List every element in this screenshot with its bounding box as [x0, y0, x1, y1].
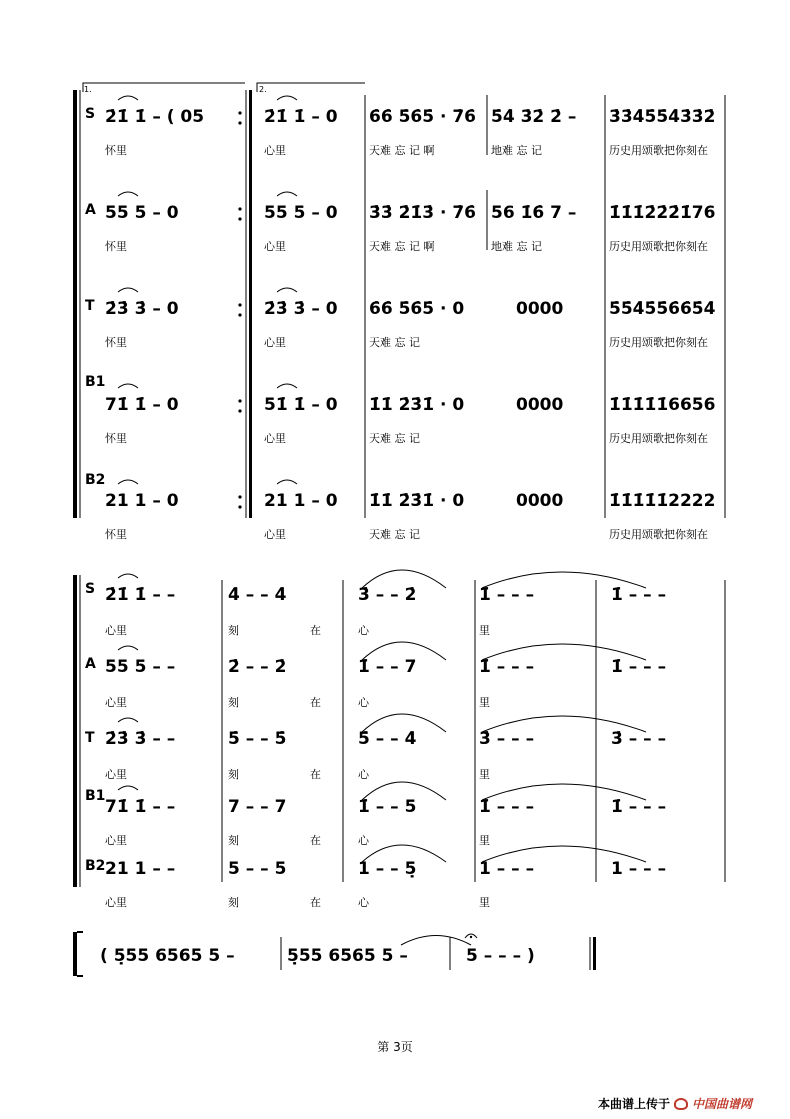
sys2-a-lyric-3: 在 [310, 696, 321, 709]
b2-lyric-5: 历史用颂歌把你刻在 [609, 528, 708, 541]
a-lyric-2: 心里 [264, 240, 286, 253]
b2-measure-1: 21 1 – 0 [105, 491, 179, 511]
t-measure-3: 6̇6̇ 5̇6̇5̇ · 0 [369, 299, 465, 319]
b1-lyric-3: 天难 忘 记 [369, 432, 420, 445]
sys2-s-lyric-4: 心 [358, 624, 369, 637]
volta-2-label: 2. [259, 85, 267, 94]
sys2-voice-label-alto: A [85, 656, 96, 672]
slur [118, 786, 138, 790]
s-lyric-2: 心里 [264, 144, 286, 157]
sys2-a-lyric-4: 心 [358, 696, 369, 709]
repeat-dot [238, 303, 241, 306]
repeat-dot [238, 207, 241, 210]
s-measure-5: 3̇3̇4̇5̇5̇4̇3̇3̇2̇ [609, 107, 716, 127]
a-lyric-4: 地难 忘 记 [491, 240, 542, 253]
sys2-t-lyric-1: 心里 [105, 768, 127, 781]
sys2-b1-lyric-1: 心里 [105, 834, 127, 847]
sys2-b2-lyric-2: 刻 [228, 896, 239, 909]
sys2-b2-m5: 1 – – – [611, 859, 667, 879]
sys2-s-m4: 1̇ – – – [479, 585, 535, 605]
slur [118, 384, 138, 388]
t-measure-4: 0000 [516, 299, 564, 319]
voice-label-tenor: T [85, 298, 95, 314]
repeat-dot [238, 121, 241, 124]
a-lyric-3: 天难 忘 记 啊 [369, 240, 435, 253]
sys2-b2-m4: 1 – – – [479, 859, 535, 879]
sys2-b1-m4: 1̇ – – – [479, 797, 535, 817]
sys2-s-lyric-3: 在 [310, 624, 321, 637]
slur [277, 96, 297, 100]
s-lyric-4: 地难 忘 记 [491, 144, 542, 157]
voice-label-alto: A [85, 202, 96, 218]
fermata-dot [470, 936, 472, 938]
t-measure-1: 2̇3̇ 3̇ – 0 [105, 299, 179, 319]
sys2-b2-m2: 5 – – 5 [228, 859, 287, 879]
t-lyric-1: 怀里 [105, 336, 127, 349]
a-lyric-5: 历史用颂歌把你刻在 [609, 240, 708, 253]
a-lyric-1: 怀里 [105, 240, 127, 253]
b1-measure-1: 71̇ 1̇ – 0 [105, 395, 179, 415]
sys2-b1-m2: 7 – – 7 [228, 797, 287, 817]
sys2-a-lyric-5: 里 [479, 696, 490, 709]
sys2-t-lyric-4: 心 [358, 768, 369, 781]
t-lyric-5: 历史用颂歌把你刻在 [609, 336, 708, 349]
t-lyric-3: 天难 忘 记 [369, 336, 420, 349]
system-2 [73, 570, 725, 909]
slur [118, 288, 138, 292]
b2-lyric-3: 天难 忘 记 [369, 528, 420, 541]
sys2-s-lyric-2: 刻 [228, 624, 239, 637]
sys2-s-m1: 2̇1̇ 1̇ – – [105, 585, 176, 605]
t-measure-5: 5̇5̇4̇5̇5̇6̇6̇5̇4̇ [609, 299, 716, 319]
sys2-b1-m3: 1̇ – – 5 [358, 797, 417, 817]
system3-bracket-hooks [77, 932, 83, 976]
s-lyric-5: 历史用颂歌把你刻在 [609, 144, 708, 157]
interlude-measure-3: 5 – – – ) [466, 946, 535, 966]
b1-measure-2: 51̇ 1̇ – 0 [264, 395, 338, 415]
sys2-b1-m1: 71̇ 1̇ – – [105, 797, 176, 817]
b2-measure-2: 21 1 – 0 [264, 491, 338, 511]
voice-label-soprano: S [85, 106, 96, 122]
s-measure-3: 6̇6̇ 5̇6̇5̇ · 7̇6̇ [369, 107, 477, 127]
sys2-t-m2: 5̇ – – 5̇ [228, 729, 287, 749]
a-measure-3: 3̇3̇ 2̇1̇3̇ · 7̇6̇ [369, 203, 477, 223]
slur [118, 96, 138, 100]
sys2-voice-label-soprano: S [85, 581, 96, 597]
sys2-a-m3: 1̇ – – 7 [358, 657, 417, 677]
sys2-voice-label-tenor: T [85, 730, 95, 746]
slur [118, 646, 138, 650]
b2-measure-4: 0000 [516, 491, 564, 511]
volta-2-bracket [257, 83, 365, 92]
sys2-b1-lyric-2: 刻 [228, 834, 239, 847]
sys2-a-m1: 55 5 – – [105, 657, 176, 677]
sys2-b2-lyric-5: 里 [479, 896, 490, 909]
sys2-b2-lyric-4: 心 [358, 896, 369, 909]
sys2-a-lyric-1: 心里 [105, 696, 127, 709]
sys2-b2-lyric-3: 在 [310, 896, 321, 909]
sys2-s-m5: 1̇ – – – [611, 585, 667, 605]
sys2-a-m5: 1̇ – – – [611, 657, 667, 677]
repeat-dot [238, 111, 241, 114]
sys2-t-lyric-3: 在 [310, 768, 321, 781]
slur [118, 718, 138, 722]
b2-lyric-1: 怀里 [105, 528, 127, 541]
volta-1-bracket [83, 83, 245, 92]
sys2-s-lyric-1: 心里 [105, 624, 127, 637]
slur [118, 574, 138, 578]
sys2-a-lyric-2: 刻 [228, 696, 239, 709]
sys2-s-m3: 3̇ – – 2̇ [358, 585, 417, 605]
system3-thick-bracket [73, 932, 77, 976]
sys2-b2-lyric-1: 心里 [105, 896, 127, 909]
sys2-b1-lyric-5: 里 [479, 834, 490, 847]
repeat-dot [238, 313, 241, 316]
sys2-t-m1: 2̇3̇ 3̇ – – [105, 729, 176, 749]
slur [118, 192, 138, 196]
site-logo-icon [674, 1098, 688, 1110]
s-measure-2: 2̇1̇ 1̇ – 0 [264, 107, 338, 127]
site-logo-text: 中国曲谱网 [692, 1097, 753, 1111]
sys2-voice-label-bass2: B2 [85, 858, 106, 874]
slur [277, 288, 297, 292]
repeat-dot [238, 399, 241, 402]
slur [277, 480, 297, 484]
s-measure-4: 5̇4̇ 3̇2̇ 2̇ – [491, 107, 577, 127]
sys2-b1-lyric-4: 心 [358, 834, 369, 847]
b1-lyric-1: 怀里 [105, 432, 127, 445]
system1-thick-bracket [73, 90, 77, 518]
slur [277, 192, 297, 196]
repeat-dot [238, 217, 241, 220]
b2-lyric-2: 心里 [264, 528, 286, 541]
b2-measure-3: 1̇1̇ 2̇3̇1̇ · 0 [369, 491, 465, 511]
repeat-dot [238, 409, 241, 412]
sys2-t-m5: 3̇ – – – [611, 729, 667, 749]
interlude-measure-1: ( 5̣55 6565 5 – [100, 946, 235, 966]
s-lyric-1: 怀里 [105, 144, 127, 157]
b1-lyric-2: 心里 [264, 432, 286, 445]
s-lyric-3: 天难 忘 记 啊 [369, 144, 435, 157]
b1-lyric-5: 历史用颂歌把你刻在 [609, 432, 708, 445]
b1-measure-3: 1̇1̇ 2̇3̇1̇ · 0 [369, 395, 465, 415]
system2-thick-bracket [73, 575, 77, 887]
t-lyric-2: 心里 [264, 336, 286, 349]
slur [118, 480, 138, 484]
t-measure-2: 2̇3̇ 3̇ – 0 [264, 299, 338, 319]
sys2-a-m4: 1̇ – – – [479, 657, 535, 677]
sys2-b1-lyric-3: 在 [310, 834, 321, 847]
sys2-t-lyric-5: 里 [479, 768, 490, 781]
upload-credit-text: 本曲谱上传于 [598, 1097, 671, 1111]
sys2-voice-label-bass1: B1 [85, 788, 106, 804]
sys2-t-m4: 3̇ – – – [479, 729, 535, 749]
sys2-b1-m5: 1̇ – – – [611, 797, 667, 817]
b1-measure-5: 1̇1̇1̇1̇1̇6656 [609, 395, 716, 415]
slur [277, 384, 297, 388]
system-1 [73, 83, 725, 541]
sys2-s-lyric-5: 里 [479, 624, 490, 637]
sys2-t-lyric-2: 刻 [228, 768, 239, 781]
voice-label-bass2: B2 [85, 472, 106, 488]
voice-label-bass1: B1 [85, 374, 106, 390]
final-barline-thick [593, 937, 596, 970]
volta-1-label: 1. [84, 85, 92, 94]
sys2-b2-m3: 1 – – 5̣ [358, 859, 417, 879]
sys2-b2-m1: 21 1 – – [105, 859, 176, 879]
repeat-dot [238, 495, 241, 498]
b1-measure-4: 0000 [516, 395, 564, 415]
s-measure-1: 2̇1̇ 1̇ – ( 05 [105, 107, 205, 127]
tie [401, 936, 471, 946]
system-3 [73, 932, 596, 976]
upload-credit [598, 1095, 752, 1112]
page-number: 第 3页 [377, 1040, 413, 1054]
a-measure-2: 55 5 – 0 [264, 203, 338, 223]
interlude-measure-2: 5̣55 6565 5 – [287, 946, 408, 966]
repeat-dot [238, 505, 241, 508]
sys2-s-m2: 4̇ – – 4̇ [228, 585, 287, 605]
a-measure-4: 56 1̇6̇ 7 – [491, 203, 577, 223]
sys2-t-m3: 5̇ – – 4̇ [358, 729, 417, 749]
b2-measure-5: 1̇1̇1̇1̇1̇2222 [609, 491, 716, 511]
repeat-barline-thick [249, 90, 252, 518]
a-measure-1: 55 5 – 0 [105, 203, 179, 223]
sys2-a-m2: 2̇ – – 2̇ [228, 657, 287, 677]
a-measure-5: 1̇1̇1̇2̇2̇2̇1̇76 [609, 203, 716, 223]
